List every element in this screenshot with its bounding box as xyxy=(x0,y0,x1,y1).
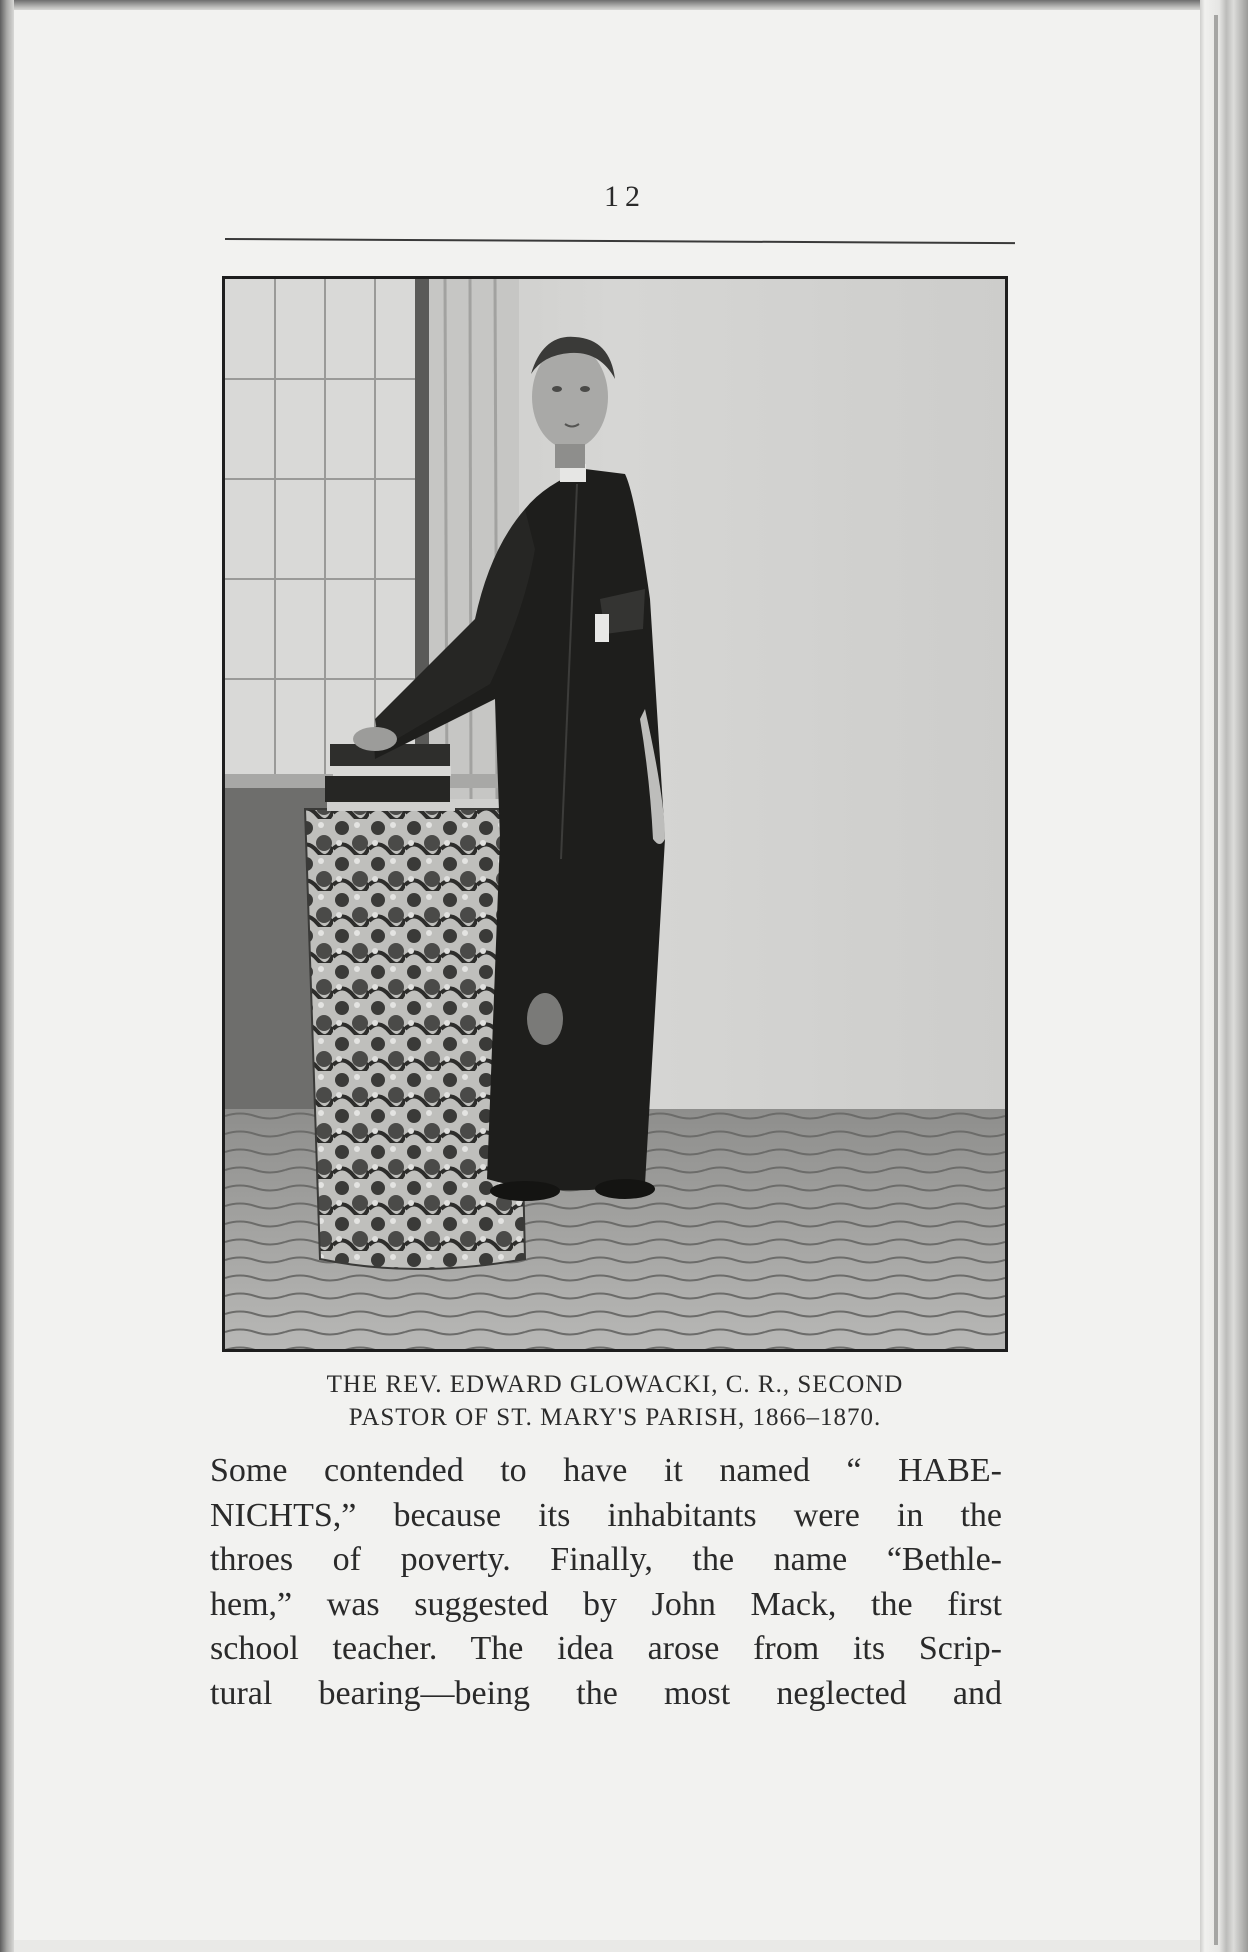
body-line: throes of poverty. Finally, the name “Bethle- xyxy=(210,1541,1002,1578)
page-number: 12 xyxy=(604,180,646,213)
photo-caption xyxy=(220,1368,1010,1434)
body-paragraph xyxy=(210,1449,1002,1716)
book-binding-edge xyxy=(1200,0,1248,1952)
caption-line: THE REV. EDWARD GLOWACKI, C. R., SECOND xyxy=(326,1371,904,1398)
portrait-photograph-drawing xyxy=(225,279,1005,1349)
body-line: tural bearing—being the most neglected and xyxy=(210,1674,1002,1712)
body-line: NICHTS,” because its inhabitants were in the xyxy=(210,1496,1002,1534)
portrait-photograph xyxy=(222,276,1008,1352)
body-line: Some contended to have it named “ HABE- xyxy=(210,1452,1002,1489)
left-scan-edge xyxy=(0,0,14,1952)
body-line: school teacher. The idea arose from its Scrip- xyxy=(210,1630,1002,1667)
body-line: hem,” was suggested by John Mack, the first xyxy=(210,1585,1002,1623)
binding-fold-line xyxy=(1214,15,1218,1945)
caption-line: PASTOR OF ST. MARY'S PARISH, 1866–1870. xyxy=(348,1404,882,1431)
